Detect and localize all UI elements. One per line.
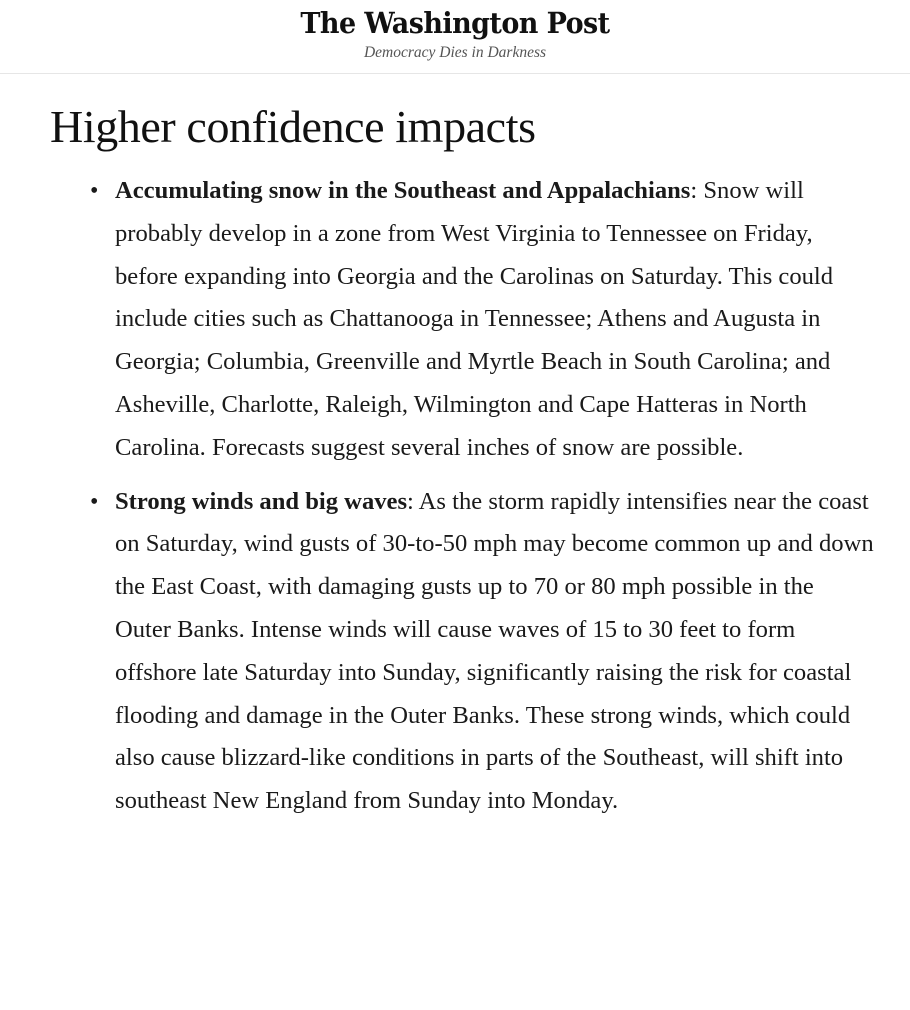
section-heading: Higher confidence impacts [50, 101, 536, 152]
bullet-icon: • [90, 178, 99, 204]
bullet-icon: • [90, 488, 99, 515]
masthead [0, 0, 910, 74]
impact-title: Strong winds and big waves [115, 487, 408, 515]
impact-separator: : [407, 487, 419, 515]
impact-list [90, 170, 875, 834]
impact-item [90, 170, 875, 470]
impact-title: Accumulating snow in the Southeast and Appalachians [115, 177, 691, 204]
impact-separator: : [690, 177, 704, 204]
impact-item [90, 481, 875, 823]
impact-body: As the storm rapidly intensifies near the coast on Saturday, wind gusts of 30-to-50 mph may become common up and down the East Coast, with damaging gusts up to 70 or 80 mph possible in the Outer Banks. Intense winds will cause waves of 15 to 30 feet to form offshore late Saturday into Sunday, significantly raising the risk for coastal flooding and damage in the Outer Banks. These strong winds, which could also cause blizzard-like conditions in parts of the Southeast, will shift into southeast New England from Sunday into Monday. [115, 487, 874, 815]
masthead-tagline: Democracy Dies in Darkness [363, 44, 547, 61]
washington-post-logo[interactable]: The Washington Post [300, 6, 610, 40]
impact-body: Snow will probably develop in a zone from West Virginia to Tennessee on Friday, before expanding into Georgia and the Carolinas on Saturday. This could include cities such as Chattanooga in Tennessee; Athens and Augusta in Georgia; Columbia, Greenville and Myrtle Beach in South Carolina; and Asheville, Charlotte, Raleigh, Wilmington and Cape Hatteras in North Carolina. Forecasts suggest several inches of snow are possible. [115, 177, 834, 461]
